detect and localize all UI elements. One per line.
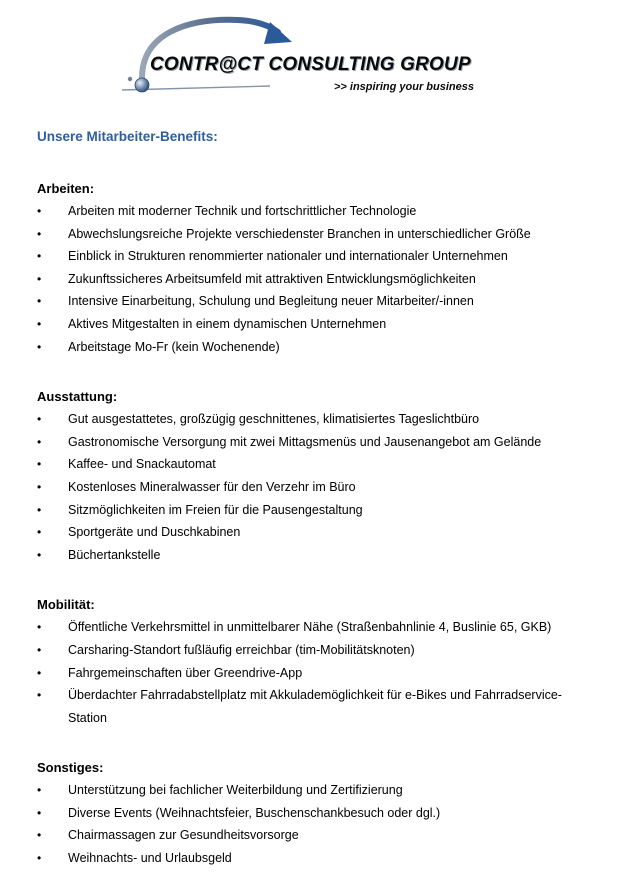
list-item-text: Unterstützung bei fachlicher Weiterbildung und Zertifizierung bbox=[68, 783, 403, 798]
bullet-icon: • bbox=[37, 316, 42, 331]
list-item-text: Weihnachts- und Urlaubsgeld bbox=[68, 851, 232, 866]
bullet-icon: • bbox=[37, 204, 42, 218]
section-title: Mobilität: bbox=[37, 597, 95, 613]
bullet-icon: • bbox=[37, 339, 42, 354]
list-item bbox=[37, 802, 597, 825]
list-item-text: Intensive Einarbeitung, Schulung und Begleitung neuer Mitarbeiter/-innen bbox=[68, 294, 474, 309]
list-item bbox=[37, 268, 597, 291]
bullet-icon: • bbox=[37, 642, 42, 657]
benefit-sections bbox=[37, 178, 597, 870]
bullet-list bbox=[37, 408, 597, 566]
list-item bbox=[37, 662, 597, 685]
bullet-icon: • bbox=[37, 249, 42, 264]
bullet-icon: • bbox=[37, 434, 42, 449]
bullet-icon: • bbox=[37, 547, 42, 562]
list-item bbox=[37, 499, 597, 522]
list-item bbox=[37, 847, 597, 870]
bullet-icon: • bbox=[37, 226, 42, 241]
bullet-icon: • bbox=[37, 412, 42, 427]
section-title: Arbeiten: bbox=[37, 181, 95, 196]
bullet-icon: • bbox=[37, 851, 42, 866]
list-item-text: Büchertankstelle bbox=[68, 547, 161, 562]
list-item bbox=[37, 779, 597, 802]
bullet-icon: • bbox=[37, 665, 42, 680]
list-item bbox=[37, 544, 597, 567]
bullet-list bbox=[37, 616, 597, 729]
list-item bbox=[37, 476, 597, 499]
benefit-section bbox=[37, 386, 597, 566]
list-item bbox=[37, 616, 597, 639]
list-item-text: Sportgeräte und Duschkabinen bbox=[68, 525, 241, 540]
list-item bbox=[37, 824, 597, 847]
bullet-icon: • bbox=[37, 294, 42, 309]
list-item bbox=[37, 684, 597, 729]
list-item bbox=[37, 639, 597, 662]
list-item-text: Einblick in Strukturen renommierter nationaler und internationaler Unternehmen bbox=[68, 249, 508, 264]
list-item bbox=[37, 336, 597, 359]
bullet-icon: • bbox=[37, 502, 42, 517]
bullet-icon: • bbox=[37, 525, 42, 540]
bullet-icon: • bbox=[37, 805, 42, 820]
bullet-icon: • bbox=[37, 479, 42, 494]
list-item-text: Abwechslungsreiche Projekte verschiedenster Branchen in unterschiedlicher Größe bbox=[68, 226, 531, 241]
list-item-text: Gastronomische Versorgung mit zwei Mittagsmenüs und Jausenangebot am Gelände bbox=[68, 434, 542, 449]
list-item bbox=[37, 521, 597, 544]
list-item-text: Arbeitstage Mo-Fr (kein Wochenende) bbox=[68, 339, 280, 354]
list-item bbox=[37, 408, 597, 431]
list-item-text: Kostenloses Mineralwasser für den Verzehr im Büro bbox=[68, 479, 356, 494]
bullet-list bbox=[37, 779, 597, 869]
bullet-icon: • bbox=[37, 457, 42, 472]
list-item-text: Fahrgemeinschaften über Greendrive-App bbox=[68, 665, 303, 680]
list-item bbox=[37, 313, 597, 336]
list-item-text: Zukunftssicheres Arbeitsumfeld mit attraktiven Entwicklungsmöglichkeiten bbox=[68, 271, 476, 286]
benefit-section bbox=[37, 757, 597, 869]
list-item bbox=[37, 245, 597, 268]
logo-company-name: CONTR@CT CONSULTING GROUP bbox=[150, 54, 471, 75]
list-item-text: Arbeiten mit moderner Technik und fortschrittlicher Technologie bbox=[68, 204, 417, 218]
list-item-text: Kaffee- und Snackautomat bbox=[68, 457, 216, 472]
list-item-text: Öffentliche Verkehrsmittel in unmittelbarer Nähe (Straßenbahnlinie 4, Buslinie 65, GKB) bbox=[68, 620, 552, 635]
benefit-section bbox=[37, 178, 597, 358]
bullet-list bbox=[37, 200, 597, 358]
logo-slogan: >> inspiring your business bbox=[334, 81, 474, 93]
page-heading: Unsere Mitarbeiter-Benefits: bbox=[37, 129, 218, 144]
list-item bbox=[37, 200, 597, 223]
list-item-text: Aktives Mitgestalten in einem dynamischen Unternehmen bbox=[68, 316, 387, 331]
list-item-text: Carsharing-Standort fußläufig erreichbar (tim-Mobilitätsknoten) bbox=[68, 642, 415, 657]
bullet-icon: • bbox=[37, 620, 42, 635]
list-item bbox=[37, 290, 597, 313]
benefit-section bbox=[37, 594, 597, 729]
list-item-text: Diverse Events (Weihnachtsfeier, Buschenschankbesuch oder dgl.) bbox=[68, 805, 441, 820]
list-item-text: Gut ausgestattetes, großzügig geschnittenes, klimatisiertes Tageslichtbüro bbox=[68, 412, 480, 427]
bullet-icon: • bbox=[37, 688, 42, 703]
list-item bbox=[37, 223, 597, 246]
bullet-icon: • bbox=[37, 271, 42, 286]
list-item bbox=[37, 431, 597, 454]
list-item bbox=[37, 453, 597, 476]
list-item-text: Überdachter Fahrradabstellplatz mit Akkulademöglichkeit für e-Bikes und Fahrradservice-Station bbox=[68, 688, 562, 725]
list-item-text: Chairmassagen zur Gesundheitsvorsorge bbox=[68, 828, 299, 843]
company-logo bbox=[120, 12, 530, 104]
section-title: Ausstattung: bbox=[37, 389, 118, 405]
benefits-document bbox=[37, 128, 597, 870]
list-item-text: Sitzmöglichkeiten im Freien für die Pausengestaltung bbox=[68, 502, 363, 517]
bullet-icon: • bbox=[37, 783, 42, 798]
bullet-icon: • bbox=[37, 828, 42, 843]
section-title: Sonstiges: bbox=[37, 760, 104, 776]
